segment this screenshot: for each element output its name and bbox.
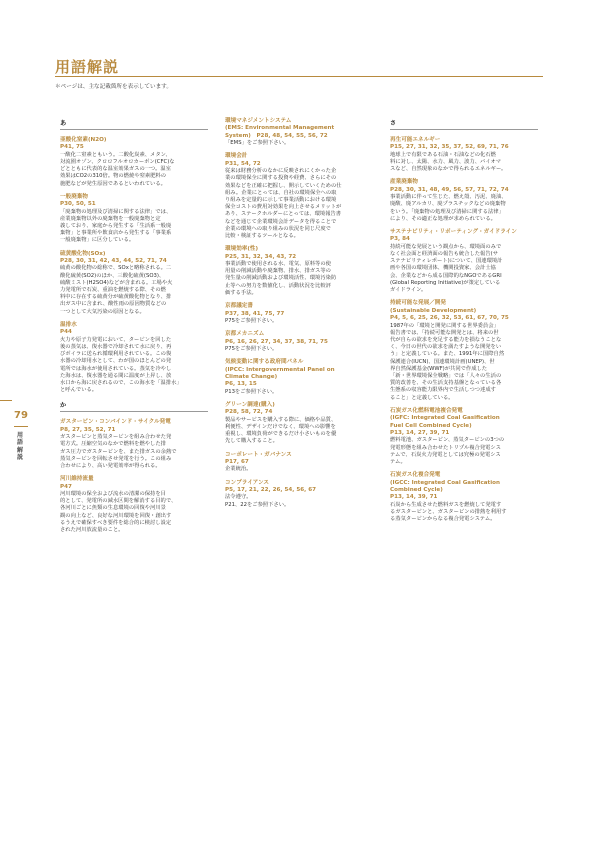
glossary-description-line: 代が自らの欲求を充足する能力を損なうことな bbox=[390, 336, 502, 343]
glossary-description-line: と呼んでいる。 bbox=[60, 387, 98, 394]
glossary-pages: P5, 17, 21, 22, 26, 54, 56, 67 bbox=[225, 487, 316, 493]
glossary-description-line: 的として、発電所の減水区間を解消する目的で、 bbox=[60, 498, 177, 505]
glossary-description-line: なく社会面と経済面の報告も統合した報告(サ bbox=[390, 251, 499, 258]
glossary-pages: P31, 54, 72 bbox=[225, 160, 261, 167]
section-header: さ bbox=[390, 118, 538, 130]
glossary-description-line: 料中に存在する硫黄分が硫黄酸化物となり、排 bbox=[60, 294, 172, 301]
glossary-description-line: 火力や原子力発電において、タービンを回した bbox=[60, 336, 172, 343]
glossary-entry bbox=[225, 359, 373, 396]
glossary-description-line: 廃酸、廃アルカリ、廃プラスチックなどの廃棄物 bbox=[390, 201, 506, 208]
glossary-description-line: 料に対し、太陽、水力、風力、波力、バイオマ bbox=[390, 159, 502, 166]
glossary-description-line: スなど、自然現象のなかで得られるエネルギー。 bbox=[390, 166, 507, 173]
glossary-pages: (IPCC: Intergovernmental Panel on bbox=[225, 366, 335, 373]
glossary-term: 再生可能エネルギー bbox=[390, 137, 441, 143]
glossary-entry bbox=[225, 452, 373, 474]
glossary-term: グリーン調達(購入) bbox=[225, 401, 275, 408]
glossary-pages: P6, 16, 26, 27, 34, 37, 38, 71, 75 bbox=[225, 338, 328, 345]
glossary-description-line: 持続可能な発展という観点から、環境面のみで bbox=[390, 243, 502, 250]
glossary-entry bbox=[60, 137, 208, 188]
glossary-pages: P17, 67 bbox=[225, 458, 249, 465]
title-rule bbox=[55, 76, 543, 77]
glossary-pages: P3, 84 bbox=[390, 236, 410, 243]
glossary-description-line: 一つとして大気汚染の原因となる。 bbox=[60, 308, 145, 315]
glossary-description-line: 画や各国の環境団体、機関投資家、会計士協 bbox=[390, 265, 496, 272]
glossary-pages: P13, 14, 39, 71 bbox=[390, 494, 438, 501]
glossary-entry bbox=[390, 179, 538, 223]
glossary-description-line: るうえで確保すべき要件を総合的に検討し設定 bbox=[60, 519, 172, 526]
glossary-entry bbox=[60, 194, 208, 245]
glossary-description-line: 一般廃棄物」に区分している。 bbox=[60, 237, 135, 244]
glossary-description-line: ること」と定義している。 bbox=[390, 394, 454, 401]
glossary-term: 持続可能な発展／開発 bbox=[390, 300, 446, 307]
glossary-description-line: 石炭から生成させた燃料ガスを燃焼して発電す bbox=[390, 501, 502, 508]
glossary-entry bbox=[60, 476, 208, 534]
glossary-description-line: 企業統治。 bbox=[225, 466, 252, 473]
glossary-description-line: された河川放流量のこと。 bbox=[60, 526, 124, 533]
glossary-entry bbox=[60, 251, 208, 316]
glossary-pages: P47 bbox=[60, 483, 72, 490]
glossary-description-line: 事業活動で使用される水、電気、原料等の使 bbox=[225, 261, 331, 268]
glossary-description-line: P13をご参照下さい。 bbox=[225, 388, 278, 395]
glossary-description-line: 組み。企業にとっては、自社の環境保全への取 bbox=[225, 189, 337, 196]
glossary-entry bbox=[390, 229, 538, 294]
glossary-description-line: 硫酸ミスト(H2SO4)などが含まれる。工場や火 bbox=[60, 279, 173, 286]
glossary-term: 河川維持流量 bbox=[60, 476, 94, 483]
glossary-description-line: く、今日の世代の欲求を満たすような開発をい bbox=[390, 344, 502, 351]
glossary-term: 亜酸化窒素(N2O) bbox=[60, 137, 107, 143]
glossary-description-line: ガスタービンと蒸気タービンを組み合わせた発 bbox=[60, 434, 172, 441]
glossary-pages: P28, 58, 72, 74 bbox=[225, 409, 273, 416]
glossary-term: コンプライアンス bbox=[225, 479, 270, 486]
glossary-description-line: 水器の冷却用水として、わが国のほとんどの発 bbox=[60, 358, 172, 365]
glossary-description-line: 合わせにより、高い発電効率が得られる。 bbox=[60, 462, 161, 469]
glossary-description-line: 発電形態を組み合わせたトリプル複合発電シス bbox=[390, 444, 501, 451]
glossary-description-line: 「新・世界環境保全戦略」では「人々の生活の bbox=[390, 372, 502, 379]
glossary-description-line: 効果はCO2の310倍。物の燃焼や窒素肥料の bbox=[60, 173, 167, 180]
side-section-label: 用語解説 bbox=[17, 432, 24, 462]
glossary-description-line: 比較・検証するツールとなる。 bbox=[225, 233, 299, 240]
glossary-description-line: 酸化硫黄(SO2)のほか、三酸化硫黄(SO3)、 bbox=[60, 272, 165, 279]
glossary-description-line: 企業の環境への取り組みの状況を同じ尺度で bbox=[225, 225, 331, 232]
glossary-description-line: どとともに代表的な温室効果ガスの一つ。温室 bbox=[60, 166, 172, 173]
glossary-description-line: 後の蒸気は、復水器で冷却されて水に戻り、再 bbox=[60, 343, 172, 350]
glossary-description-line: 蒸気タービンを回転させ発電を行う。この組み bbox=[60, 455, 172, 462]
glossary-pages: (IGCC: Integrated Coal Gasification bbox=[390, 479, 500, 486]
glossary-description-line: 保護連合(IUCN)、国連環境計画(UNEP)、世 bbox=[390, 358, 495, 365]
glossary-description-line: 価する手法。 bbox=[225, 289, 257, 296]
glossary-description-line: る蒸気タービンからなる複合発電システム。 bbox=[390, 516, 496, 523]
glossary-description-line: 先して購入すること。 bbox=[225, 438, 278, 445]
glossary-pages: P6, 13, 15 bbox=[225, 381, 257, 388]
glossary-entry bbox=[390, 300, 538, 401]
glossary-column-3 bbox=[390, 118, 538, 529]
glossary-description-line: 力発電所で石炭、重油を燃焼する際、その燃 bbox=[60, 287, 166, 294]
glossary-description-line: テム。 bbox=[390, 458, 406, 465]
glossary-description-line: 河川環境の保全および流水の清潔の保持を目 bbox=[60, 490, 166, 497]
glossary-description-line: う」と定義している。また、1991年に国際自然 bbox=[390, 351, 505, 358]
glossary-pages: P44 bbox=[60, 329, 72, 336]
glossary-description-line: 保全コストの費用対効果を向上させるメリットが bbox=[225, 204, 342, 211]
glossary-description-line: 電方式。圧縮空気のなかで燃料を燃やした排 bbox=[60, 441, 166, 448]
glossary-description-line: 発生量の削減活動および環境活性、環境汚染防 bbox=[225, 275, 337, 282]
glossary-pages: P28, 30, 31, 42, 43, 44, 52, 71, 74 bbox=[60, 258, 167, 265]
glossary-description-line: 水口から海に戻されるので、この海水を「温排水」 bbox=[60, 379, 182, 386]
glossary-description-line: 硫黄の酸化物の総称で、SOxと略称される。二 bbox=[60, 265, 172, 272]
glossary-description-line: をいう。「廃棄物の処理及び清掃に関する法律」 bbox=[390, 208, 504, 215]
glossary-term: コーポレート・ガバナンス bbox=[225, 451, 292, 458]
glossary-entry bbox=[225, 153, 373, 240]
glossary-description-line: 法令遵守。 bbox=[225, 494, 252, 501]
glossary-description-line: 製品やサービスを購入する際に、価格や品質、 bbox=[225, 416, 337, 423]
glossary-term: 環境効率(性) bbox=[225, 246, 259, 253]
glossary-description-line: びボイラに送られ循環利用されている。この復 bbox=[60, 351, 172, 358]
glossary-term: サステナビリティ・リポーティング・ガイドライン bbox=[390, 229, 517, 236]
page-note: ＊ページは、主な記載箇所を表示しています。 bbox=[55, 84, 172, 90]
glossary-description-line: 1987年の「環境と開発に関する世界委員会」 bbox=[390, 322, 499, 329]
glossary-description-line: テムで、石炭火力発電としては究極の発電シス bbox=[390, 451, 501, 458]
glossary-description-line: (Global Reporting Initiative)が策定している bbox=[390, 279, 501, 286]
glossary-description-line: 対流圏オゾン、クロロフルオロカーボン(CFC)な bbox=[60, 159, 175, 166]
glossary-term: 石炭ガス化燃料電池複合発電 bbox=[390, 407, 463, 414]
side-tab-line bbox=[0, 400, 12, 401]
glossary-pages: P30, 50, 51 bbox=[60, 201, 96, 208]
glossary-description-line: 利便性、デザインだけでなく、環境への影響を bbox=[225, 423, 336, 430]
glossary-description-line: 重視し、環境負荷ができるだけ小さいものを優 bbox=[225, 431, 337, 438]
glossary-description-line: 棄物」と事業所や飲食店から発生する「事業系 bbox=[60, 230, 172, 237]
glossary-entry bbox=[225, 331, 373, 353]
glossary-entry bbox=[390, 408, 538, 466]
glossary-pages: P28, 30, 31, 48, 49, 56, 57, 71, 72, 74 bbox=[390, 186, 509, 193]
glossary-entry bbox=[390, 472, 538, 523]
glossary-term: 気候変動に関する政府間パネル bbox=[225, 359, 304, 366]
glossary-pages: (IGFC: Integrated Coal Gasification bbox=[390, 415, 500, 422]
glossary-pages: P13, 14, 27, 39, 71 bbox=[390, 429, 450, 436]
glossary-entry bbox=[60, 419, 208, 470]
glossary-description-line: 生態系の収容能力限界内で生活しつつ達成す bbox=[390, 387, 496, 394]
glossary-description-line: P21、22をご参照下さい。 bbox=[225, 501, 290, 508]
glossary-pages: P25, 31, 32, 34, 43, 72 bbox=[225, 253, 297, 260]
glossary-description-line: 地球上で有限である石油・石油などの化石燃 bbox=[390, 151, 496, 158]
glossary-term: 京都メカニズム bbox=[225, 331, 265, 338]
glossary-description-line: P75をご参照下さい。 bbox=[225, 345, 278, 352]
glossary-description-line: 産業廃棄物以外の廃棄物を一般廃棄物と定 bbox=[60, 215, 161, 222]
glossary-pages: Combined Cycle) bbox=[390, 486, 443, 493]
glossary-description-line: 事業活動に伴って生じた、燃え殻、汚泥、廃油、 bbox=[390, 194, 507, 201]
glossary-pages: (EMS: Environmental Management bbox=[225, 125, 335, 132]
glossary-description-line: 「EMS」をご参照下さい。 bbox=[225, 140, 290, 147]
glossary-description-line: ガス圧力でガスタービンを、また排ガスの余熱で bbox=[60, 448, 177, 455]
glossary-pages: Climate Change) bbox=[225, 373, 278, 380]
glossary-pages: P37, 38, 41, 75, 77 bbox=[225, 310, 285, 317]
glossary-entry bbox=[225, 303, 373, 325]
glossary-description-line: により、その適正な処理が求められている。 bbox=[390, 215, 496, 222]
glossary-description-line: るガスタービンと、ガスタービンの排熱を利用す bbox=[390, 509, 507, 515]
glossary-description-line: 界自然保護基金(WWF)が共同で作成した bbox=[390, 365, 488, 372]
glossary-description-line: 燃料電池、ガスタービン、蒸気タービンの3つの bbox=[390, 437, 505, 444]
glossary-description-line: 従来は財務分析のなかに反映されにくかった企 bbox=[225, 168, 337, 175]
glossary-entry bbox=[225, 402, 373, 446]
glossary-description-line: 質的改善を、その生活支持基盤となっている各 bbox=[390, 380, 502, 387]
glossary-term: 温排水 bbox=[60, 321, 77, 328]
glossary-description-line: 止等への努力を数値化し、活動状況を比較評 bbox=[225, 282, 331, 289]
glossary-description-line: などを通じて企業環境会計データを得ることで bbox=[225, 218, 337, 225]
glossary-description-line: ステナビリティレポート)について、国連環境計 bbox=[390, 258, 503, 265]
section-header: か bbox=[60, 400, 208, 412]
glossary-entry bbox=[225, 246, 373, 297]
glossary-entry bbox=[60, 322, 208, 394]
glossary-description-line: 観の向上など、良好な河川環境を回復・創出す bbox=[60, 512, 172, 519]
glossary-description-line: 業の環境保全に関する投資や経費、さらにその bbox=[225, 175, 337, 182]
glossary-description-line: た海水は、復水器を通る間に温度が上昇し、放 bbox=[60, 372, 172, 379]
page-title: 用語解説 bbox=[55, 58, 120, 76]
glossary-description-line: 効果などを正確に把握し、開示していくための仕 bbox=[225, 182, 342, 189]
glossary-description-line: 義しており、家庭から発生する「生活系一般廃 bbox=[60, 223, 172, 230]
glossary-term: 産業廃棄物 bbox=[390, 179, 418, 186]
glossary-description-line: 一酸化二窒素ともいう。二酸化炭素、メタン、 bbox=[60, 151, 171, 158]
glossary-description-line: あり、ステークホルダーにとっては、環境報告書 bbox=[225, 211, 342, 218]
glossary-entry bbox=[225, 480, 373, 509]
glossary-description-line: 電所では海水が使用されている。蒸気を冷やし bbox=[60, 365, 172, 372]
page-number: 79 bbox=[14, 410, 28, 421]
glossary-description-line: 出ガス中に含まれ、酸性雨の原因物質などの bbox=[60, 301, 167, 308]
glossary-term: 石炭ガス化複合発電 bbox=[390, 472, 441, 479]
glossary-pages: P8, 27, 35, 52, 71 bbox=[60, 426, 116, 433]
glossary-description-line: り組みを定量的に示して事業活動における環境 bbox=[225, 197, 337, 204]
glossary-entry bbox=[225, 118, 373, 147]
glossary-column-2 bbox=[225, 118, 373, 515]
glossary-term: 環境マネジメントシステム bbox=[225, 118, 292, 124]
glossary-description-line: 「廃棄物の処理及び清掃に関する法律」では、 bbox=[60, 208, 172, 215]
glossary-term: ガスタービン・コンバインド・サイクル発電 bbox=[60, 419, 171, 426]
glossary-pages: P15, 27, 31, 32, 35, 37, 52, 69, 71, 76 bbox=[390, 144, 509, 151]
glossary-column-1 bbox=[60, 118, 208, 540]
glossary-term: 一般廃棄物 bbox=[60, 193, 88, 200]
glossary-term: 環境会計 bbox=[225, 153, 248, 160]
glossary-description-line: 施肥などが発生原因であるといわれている。 bbox=[60, 180, 166, 187]
glossary-description-line: P75をご参照下さい。 bbox=[225, 317, 278, 324]
glossary-description-line: 各河川ごとに魚類の生息環境の回復や河川景 bbox=[60, 505, 166, 512]
glossary-description-line: 会、企業などから成る国際的なNGOであるGRI bbox=[390, 272, 502, 279]
glossary-entry bbox=[390, 137, 538, 173]
glossary-pages: (Sustainable Development) bbox=[390, 307, 477, 314]
glossary-description-line: 用量の削減活動や廃棄物、排水、排ガス等の bbox=[225, 268, 331, 275]
glossary-term: 硫黄酸化物(SOx) bbox=[60, 250, 106, 257]
glossary-term: 京都議定書 bbox=[225, 303, 253, 310]
glossary-pages: System) P28, 48, 54, 55, 56, 72 bbox=[225, 132, 328, 139]
glossary-pages: Fuel Cell Combined Cycle) bbox=[390, 422, 472, 429]
section-header: あ bbox=[60, 118, 208, 130]
glossary-description-line: 報告書では、「持続可能な開発とは、将来の世 bbox=[390, 329, 499, 336]
glossary-pages: P41, 75 bbox=[60, 144, 84, 151]
glossary-description-line: ガイドライン。 bbox=[390, 287, 427, 294]
side-tab-rule bbox=[14, 426, 28, 427]
glossary-pages: P4, 5, 6, 25, 26, 32, 53, 61, 67, 70, 75 bbox=[390, 315, 509, 322]
